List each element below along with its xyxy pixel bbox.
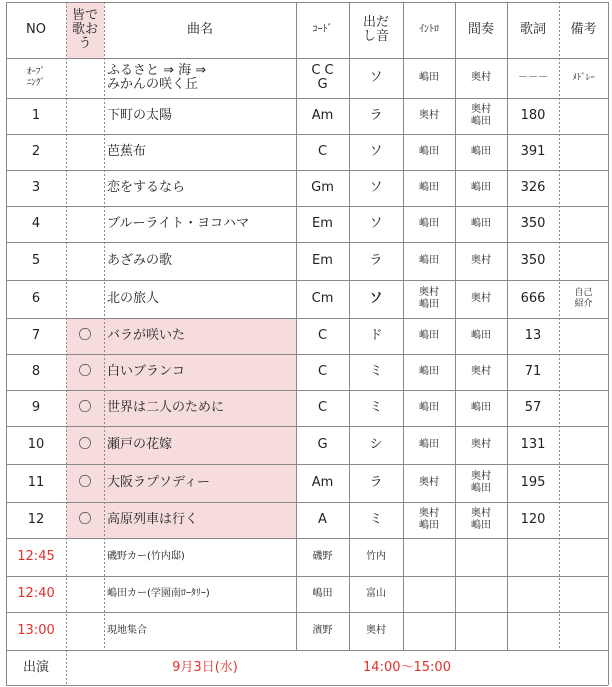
cell-song: 北の旅人 [107,291,160,306]
schedule-driver: 濱野 [312,625,333,636]
cell-chord: C [317,144,328,159]
cell-start-note: ド [369,328,383,343]
header-remarks: 備考 [570,22,597,37]
cell-no: 4 [31,216,41,231]
cell-intro: 嶋田 [419,218,439,229]
schedule-passenger: 竹内 [366,551,386,562]
cell-chord: Am [311,108,334,123]
cell-no: 3 [31,180,41,195]
cell-chord: G [317,437,328,452]
cell-intro: 嶋田 [419,330,439,341]
cell-everyone: 〇 [66,390,104,426]
cell-song: ふるさと ⇒ 海 ⇒ みかんの咲く丘 [107,63,207,92]
cell-no: 2 [31,144,41,159]
header-sing-together: 皆で 歌おう [66,2,104,58]
cell-song: 高原列車は行く [104,502,296,538]
cell-start-note: ソ [369,216,383,231]
cell-start-note: ラ [369,253,383,268]
cell-everyone: 〇 [66,318,104,354]
cell-everyone: 〇 [66,502,104,538]
cell-start-note: ソ [369,70,383,85]
cell-chord: Cm [311,291,334,306]
schedule-description: 磯野カー(竹内邸) [107,551,185,562]
cell-chord: Em [312,253,333,268]
cell-no: 6 [31,291,41,306]
cell-lyrics: 180 [520,108,546,123]
cell-lyrics: 391 [520,144,546,159]
cell-intro: 嶋田 [419,182,439,193]
schedule-driver: 磯野 [312,551,333,562]
performance-date: 9月3日(水) [172,659,238,675]
cell-chord: C [317,364,328,379]
header-lyrics: 歌詞 [519,22,546,37]
cell-song: ブルーライト・ヨコハマ [107,216,250,231]
cell-no: 5 [31,253,41,268]
cell-everyone: 〇 [66,464,104,502]
cell-intro: 奥村 嶋田 [419,508,439,531]
cell-intro: 奥村 [419,477,439,488]
cell-lyrics: 13 [524,328,542,343]
cell-start-note: ミ [369,512,383,527]
cell-no: 12 [27,512,45,527]
cell-remarks: 自己 紹介 [574,288,593,309]
cell-start-note: ミ [369,400,383,415]
cell-start-note: ミ [369,364,383,379]
cell-chord: C C G [311,63,334,92]
cell-start-note: ラ [369,108,383,123]
cell-song: あざみの歌 [107,253,173,268]
cell-lyrics: 57 [524,400,542,415]
header-interlude: 間奏 [467,22,494,37]
cell-song: 世界は二人のために [104,390,296,426]
cell-no: 7 [31,328,41,343]
cell-start-note: シ [369,437,383,452]
performance-time: 14:00～15:00 [363,659,451,675]
cell-lyrics: 131 [520,437,546,452]
cell-interlude: 奥村 嶋田 [471,508,491,531]
cell-interlude: 奥村 嶋田 [471,104,491,127]
cell-song: 下町の太陽 [107,108,173,123]
cell-start-note: ソ [369,180,383,195]
cell-no: 9 [31,400,41,415]
header-intro: ｲﾝﾄﾛ [419,24,439,35]
cell-intro: 奥村 嶋田 [419,287,439,310]
cell-interlude: 奥村 [471,293,491,304]
cell-song: バラが咲いた [104,318,296,354]
schedule-time: 12:40 [17,586,55,601]
header-no: NO [26,22,46,37]
schedule-description: 現地集合 [107,625,147,636]
cell-interlude: 嶋田 [471,182,491,193]
cell-song: 大阪ラプソディー [104,464,296,502]
cell-lyrics: 120 [520,512,546,527]
cell-song: 瀬戸の花嫁 [104,426,296,464]
header-song-title: 曲名 [186,22,213,37]
cell-chord: A [318,512,327,527]
cell-intro: 嶋田 [419,146,439,157]
cell-intro: 嶋田 [419,72,439,83]
cell-chord: C [317,328,328,343]
cell-chord: Em [312,216,333,231]
schedule-passenger: 奥村 [366,625,386,636]
cell-song: 恋をするなら [107,180,186,195]
cell-no: 10 [27,437,45,452]
cell-chord: C [317,400,328,415]
cell-interlude: 嶋田 [471,218,491,229]
schedule-description: 嶋田カー(学園南ﾛｰﾀﾘｰ) [107,588,210,599]
cell-start-note: ソ [369,144,383,159]
cell-lyrics: 350 [520,253,546,268]
schedule-time: 12:45 [17,549,55,564]
cell-chord: Am [311,475,334,490]
cell-intro: 嶋田 [419,366,439,377]
cell-lyrics: 350 [520,216,546,231]
cell-no: ｵｰﾌﾟ ﾆﾝｸﾞ [26,67,45,88]
cell-intro: 嶋田 [419,255,439,266]
cell-no: 8 [31,364,41,379]
cell-intro: 奥村 [419,110,439,121]
cell-lyrics: 666 [520,291,546,306]
cell-lyrics: －－－ [518,72,548,83]
cell-lyrics: 195 [520,475,546,490]
cell-chord: Gm [311,180,334,195]
cell-interlude: 奥村 嶋田 [471,471,491,494]
header-start-note: 出だ し音 [362,15,389,44]
cell-interlude: 奥村 [471,439,491,450]
cell-remarks: ﾒﾄﾞﾚｰ [572,72,595,83]
schedule-driver: 嶋田 [312,588,333,599]
cell-song: 芭蕉布 [107,144,147,159]
cell-interlude: 嶋田 [471,146,491,157]
schedule-passenger: 富山 [366,588,386,599]
cell-everyone: 〇 [66,426,104,464]
cell-intro: 嶋田 [419,439,439,450]
cell-interlude: 奥村 [471,366,491,377]
performance-label: 出演 [22,659,49,675]
cell-interlude: 嶋田 [471,402,491,413]
cell-start-note: ソ [369,291,383,306]
cell-interlude: 奥村 [471,72,491,83]
cell-intro: 嶋田 [419,402,439,413]
cell-interlude: 奥村 [471,255,491,266]
schedule-time: 13:00 [17,623,55,638]
cell-interlude: 嶋田 [471,330,491,341]
cell-everyone: 〇 [66,354,104,390]
header-chord: ｺｰﾄﾞ [312,24,333,35]
cell-lyrics: 71 [524,364,542,379]
cell-start-note: ラ [369,475,383,490]
cell-song: 白いブランコ [104,354,296,390]
cell-lyrics: 326 [520,180,546,195]
cell-no: 11 [27,475,45,490]
cell-no: 1 [31,108,41,123]
